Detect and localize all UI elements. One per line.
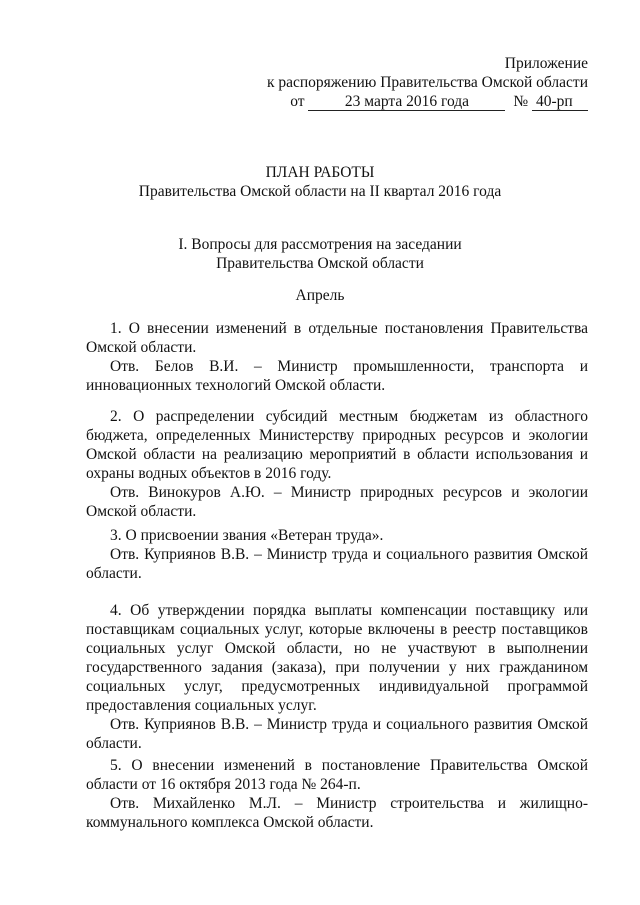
order-number: 40-рп xyxy=(532,94,588,111)
appendix-header xyxy=(267,54,588,111)
agenda-item-text: 4. Об утверждении порядка выплаты компенсации поставщику или поставщикам социальных услуг, которые включены в реестр поставщиков социальных услуг Омской области, но не участвуют в выполнении государственного задания (заказа), при получении у них гражданином социальных услуг, предусмотренных индивидуальной программой предоставления социальных услуг. xyxy=(86,602,588,714)
section-heading-line1: I. Вопросы для рассмотрения на заседании xyxy=(178,236,462,253)
agenda-item-text: 1. О внесении изменений в отдельные постановления Правительства Омской области. xyxy=(86,320,588,356)
agenda-item-responsible: Отв. Куприянов В.В. – Министр труда и социального развития Омской области. xyxy=(86,716,588,752)
order-date: 23 марта 2016 года xyxy=(308,94,505,111)
appendix-date-row xyxy=(267,92,588,111)
agenda-item-text: 2. О распределении субсидий местным бюджетам из областного бюджета, определенных Министерству природных ресурсов и экологии Омской области на реализацию мероприятий в области использования и охраны водных объектов в 2016 году. xyxy=(86,408,588,482)
agenda-item-responsible: Отв. Михайленко М.Л. – Министр строительства и жилищно-коммунального комплекса Омской области. xyxy=(86,795,588,831)
agenda-item-responsible: Отв. Винокуров А.Ю. – Министр природных ресурсов и экологии Омской области. xyxy=(86,484,588,520)
from-label: от xyxy=(290,93,305,110)
agenda-item-5 xyxy=(86,756,588,832)
appendix-title: Приложение xyxy=(504,55,588,72)
agenda-item-text: 5. О внесении изменений в постановление Правительства Омской области от 16 октября 2013 года № 264-п. xyxy=(86,757,588,793)
plan-title-line1: ПЛАН РАБОТЫ xyxy=(265,164,375,181)
agenda-item-2 xyxy=(86,407,588,521)
agenda-item-1 xyxy=(86,319,588,395)
section-heading xyxy=(0,235,640,273)
month-heading: Апрель xyxy=(295,287,345,304)
number-label: № xyxy=(513,93,529,110)
section-heading-line2: Правительства Омской области xyxy=(216,255,424,272)
agenda-item-3 xyxy=(86,526,588,583)
agenda-item-responsible: Отв. Белов В.И. – Министр промышленности, транспорта и инновационных технологий Омской области. xyxy=(86,358,588,394)
agenda-item-responsible: Отв. Куприянов В.В. – Министр труда и социального развития Омской области. xyxy=(86,546,588,582)
plan-title xyxy=(0,163,640,201)
plan-title-line2: Правительства Омской области на II квартал 2016 года xyxy=(138,183,502,200)
agenda-item-text: 3. О присвоении звания «Ветеран труда». xyxy=(110,527,384,544)
appendix-reference: к распоряжению Правительства Омской области xyxy=(266,74,588,91)
agenda-item-4 xyxy=(86,601,588,753)
